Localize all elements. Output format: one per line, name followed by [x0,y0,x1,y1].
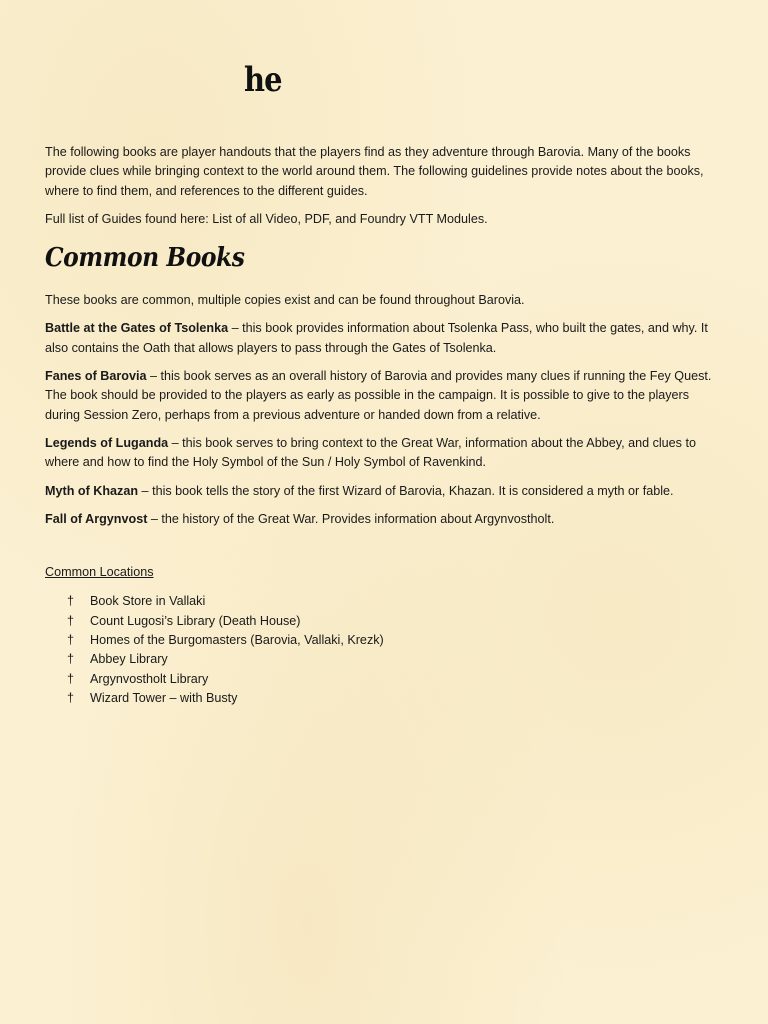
book-description: – the history of the Great War. Provides information about Argynvostholt. [147,511,555,526]
location-label: Wizard Tower – with Busty [90,690,238,705]
book-title: Battle at the Gates of Tsolenka [45,321,229,336]
book-description: – this book provides information about Tsolenka Pass, who built the gates, and why. It also contains the Oath that allows players to pass through the Gates of Tsolenka. [45,321,708,355]
locations-list [45,592,725,708]
book-entry [45,510,725,529]
list-item [45,670,725,689]
location-label: Book Store in Vallaki [90,594,206,609]
book-entry [45,482,725,501]
book-title: Legends of Luganda [45,435,169,450]
book-description: – this book serves to bring context to the Great War, information about the Abbey, and clues to where and how to find the Holy Symbol of the Sun / Holy Symbol of Ravenkind. [45,435,696,470]
book-title: Fanes of Barovia [45,369,147,384]
list-item [45,612,725,631]
book-description: – this book serves as an overall history of Barovia and provides many clues if running the Fey Quest. The book should be provided to the players as early as possible in the campaign. It is possible to give to the players during Session Zero, perhaps from a previous adventure or handed down from a relative. [45,369,712,422]
dagger-bullet-icon: † [67,613,75,628]
list-item [45,650,725,669]
intro-paragraph: The following books are player handouts that the players find as they adventure through Barovia. Many of the books provide clues while bringing context to the world around them. The following guidelines provide notes about the books, where to find them, and references to the different guides. [45,145,704,198]
document-body [45,143,725,708]
location-label: Count Lugosi’s Library (Death House) [90,613,301,628]
list-item [45,592,725,611]
book-entry [45,319,725,358]
dagger-bullet-icon: † [67,633,75,648]
book-title: Fall of Argynvost [45,511,148,526]
common-books-description: These books are common, multiple copies exist and can be found throughout Barovia. [45,293,525,308]
book-entry [45,367,725,425]
location-label: Abbey Library [90,652,168,667]
list-item [45,631,725,650]
book-title: Myth of Khazan [45,483,139,498]
dagger-bullet-icon: † [67,594,75,609]
book-entry [45,434,725,473]
book-description: – this book tells the story of the first Wizard of Barovia, Khazan. It is considered a myth or fable. [138,483,674,498]
dagger-bullet-icon: † [67,671,75,686]
location-label: Argynvostholt Library [90,671,209,686]
list-item [45,689,725,708]
common-locations-section [45,563,725,708]
locations-heading: Common Locations [45,565,154,580]
page-title: he [244,60,282,100]
location-label: Homes of the Burgomasters (Barovia, Vallaki, Krezk) [90,633,384,648]
section-heading-common-books: Common Books [45,243,245,274]
dagger-bullet-icon: † [67,652,75,667]
dagger-bullet-icon: † [67,690,75,705]
guides-line: Full list of Guides found here: List of all Video, PDF, and Foundry VTT Modules. [45,211,488,226]
